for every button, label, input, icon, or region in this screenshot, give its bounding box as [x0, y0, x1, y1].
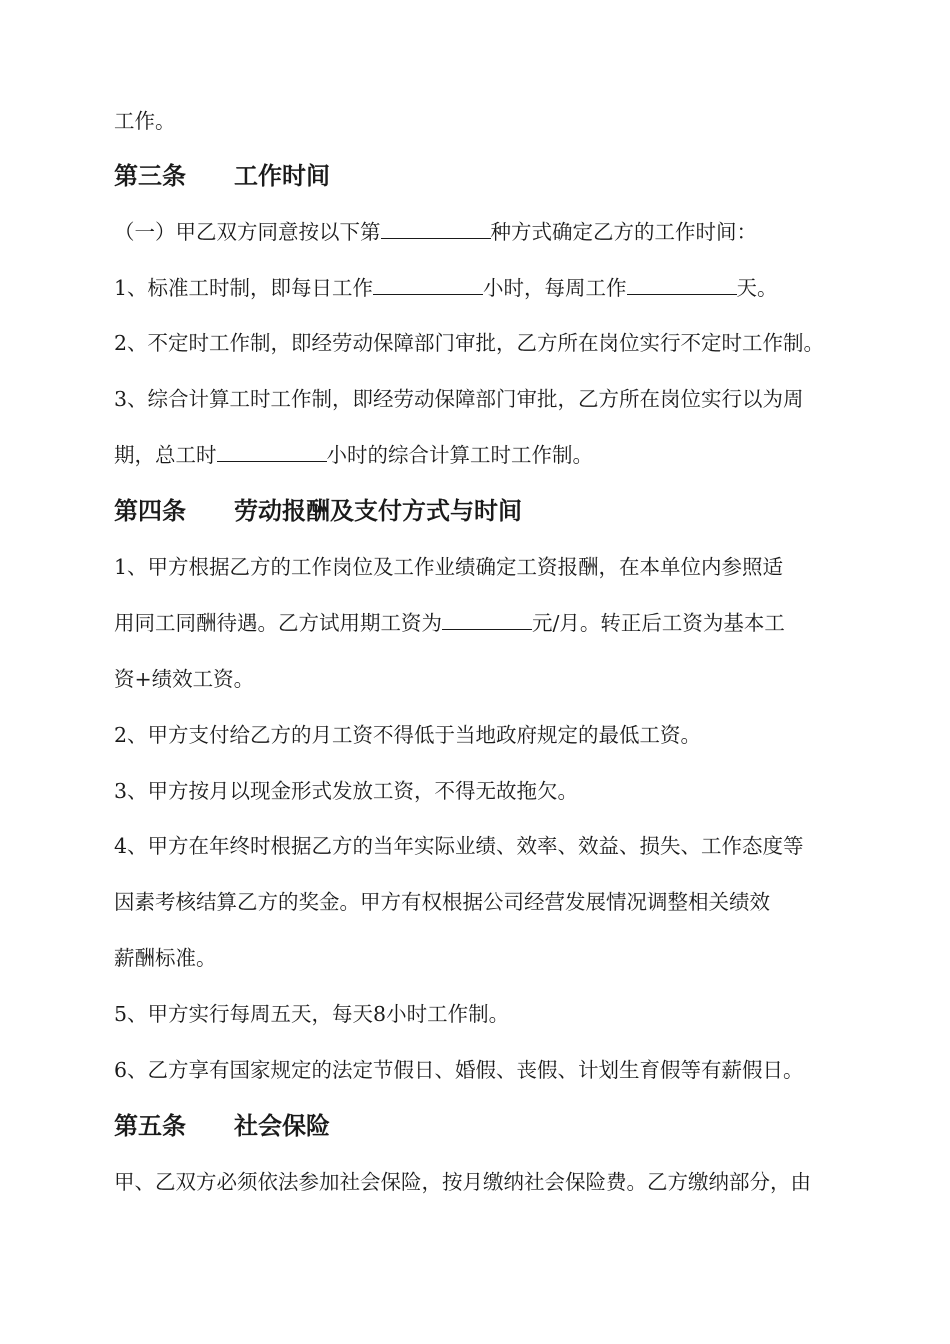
fill-blank	[373, 276, 483, 295]
article-number: 第三条	[114, 162, 186, 190]
paragraph-line: 1、标准工时制，即每日工作 小时，每周工作 天。	[114, 276, 778, 300]
paragraph-line: 2、不定时工作制，即经劳动保障部门审批，乙方所在岗位实行不定时工作制。	[114, 331, 825, 355]
fill-blank	[627, 276, 737, 295]
article-5-heading	[114, 1111, 330, 1141]
paragraph-line: 工作。	[114, 109, 176, 133]
article-number: 第五条	[114, 1112, 186, 1140]
paragraph-line: 6、乙方享有国家规定的法定节假日、婚假、丧假、计划生育假等有薪假日。	[114, 1058, 804, 1082]
paragraph-line: 3、综合计算工时工作制，即经劳动保障部门审批，乙方所在岗位实行以为周	[114, 387, 804, 411]
article-number: 第四条	[114, 497, 186, 525]
paragraph-line: 资+绩效工资。	[114, 667, 255, 691]
paragraph-line: 1、甲方根据乙方的工作岗位及工作业绩确定工资报酬，在本单位内参照适	[114, 555, 784, 579]
fill-blank	[442, 611, 532, 630]
fill-blank	[217, 443, 327, 462]
article-title: 社会保险	[234, 1112, 330, 1140]
article-title: 劳动报酬及支付方式与时间	[234, 497, 522, 525]
article-4-heading	[114, 496, 522, 526]
paragraph-line: 4、甲方在年终时根据乙方的当年实际业绩、效率、效益、损失、工作态度等	[114, 834, 804, 858]
paragraph-line: 5、甲方实行每周五天，每天8小时工作制。	[114, 1002, 510, 1026]
paragraph-line: 因素考核结算乙方的奖金。甲方有权根据公司经营发展情况调整相关绩效	[114, 890, 770, 914]
article-3-heading	[114, 161, 330, 191]
paragraph-line: 薪酬标准。	[114, 946, 217, 970]
paragraph-line: 甲、乙双方必须依法参加社会保险，按月缴纳社会保险费。乙方缴纳部分，由	[114, 1170, 811, 1194]
paragraph-line: 用同工同酬待遇。乙方试用期工资为 元/月。转正后工资为基本工	[114, 611, 785, 635]
paragraph-line: 3、甲方按月以现金形式发放工资，不得无故拖欠。	[114, 779, 579, 803]
fill-blank	[381, 220, 491, 239]
paragraph-line: 期，总工时 小时的综合计算工时工作制。	[114, 443, 593, 467]
paragraph-line: （一）甲乙双方同意按以下第 种方式确定乙方的工作时间：	[114, 220, 757, 244]
paragraph-line: 2、甲方支付给乙方的月工资不得低于当地政府规定的最低工资。	[114, 723, 702, 747]
article-title: 工作时间	[234, 162, 330, 190]
